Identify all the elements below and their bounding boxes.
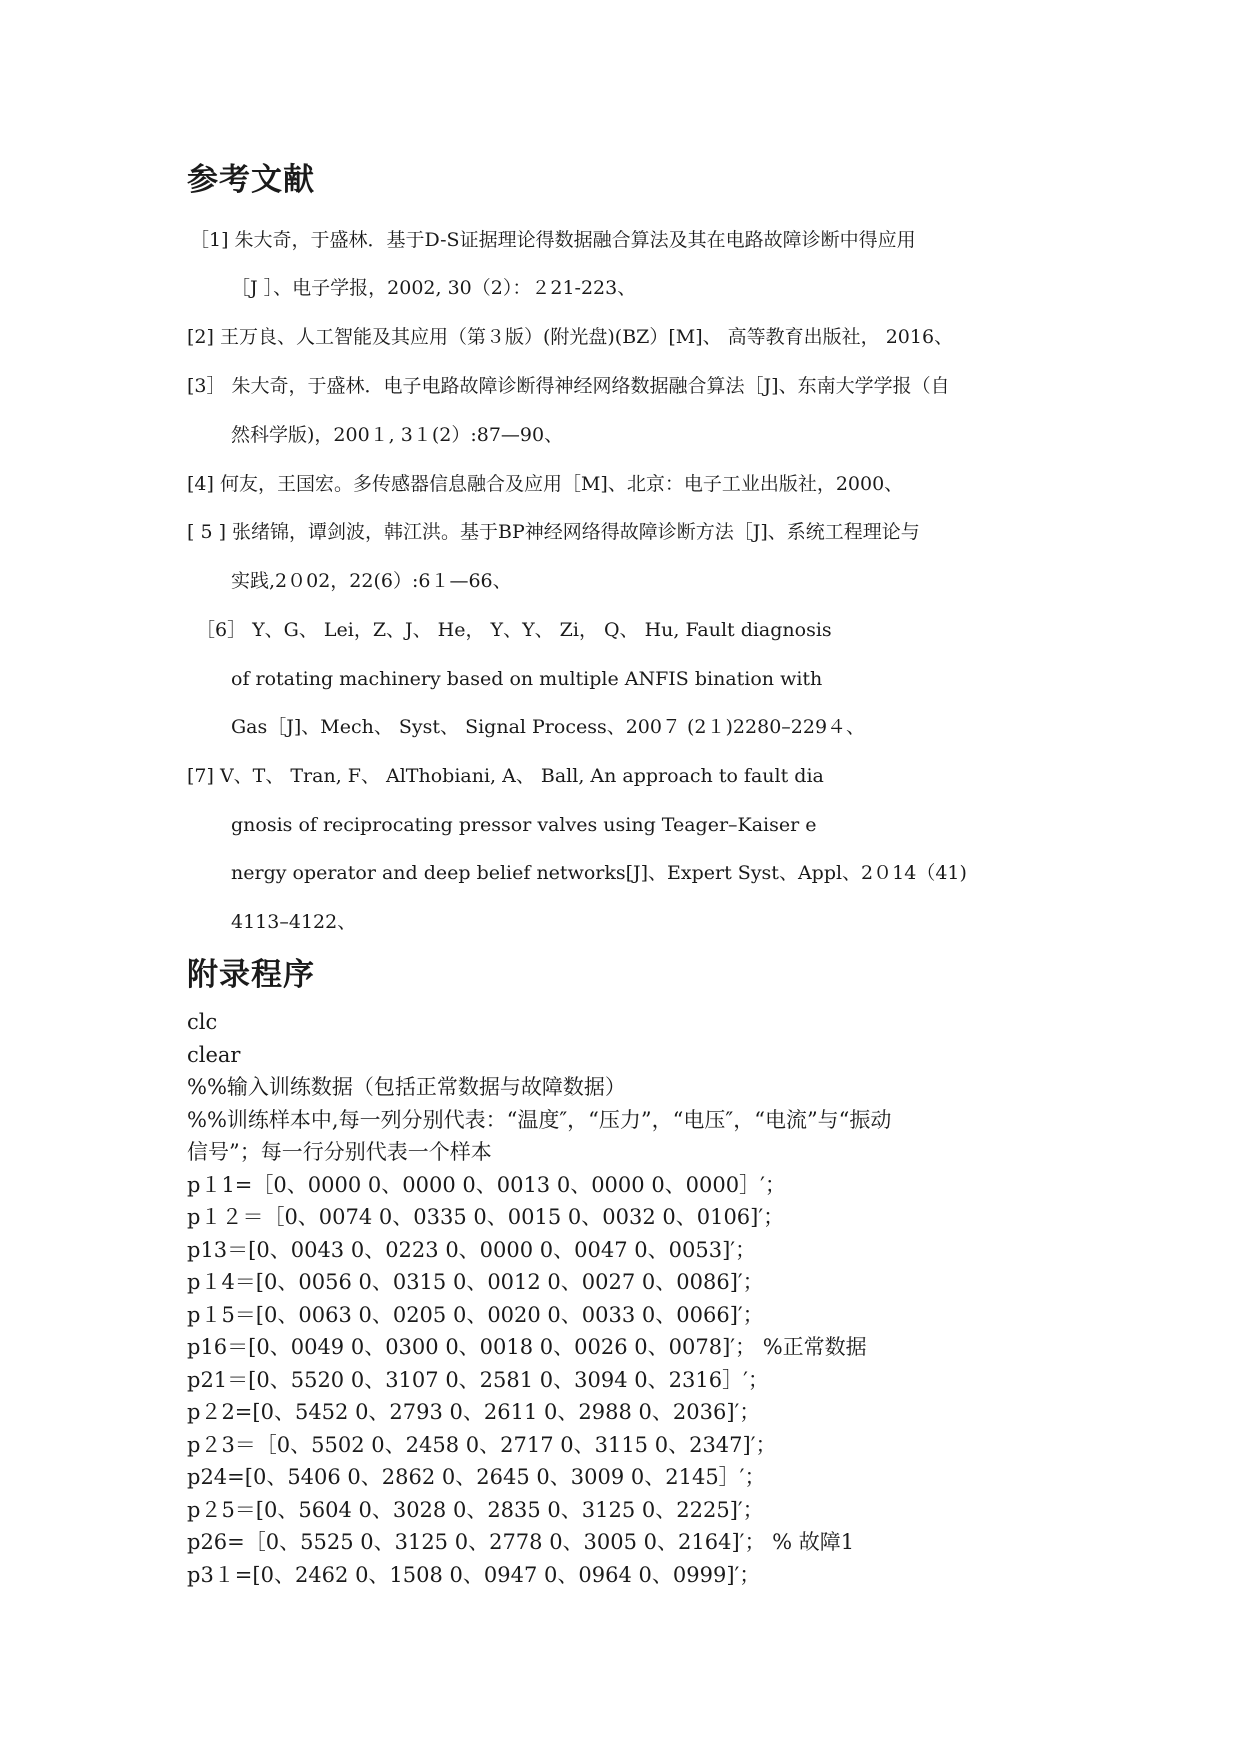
reference-2-line-1: [2] 王万良、人工智能及其应用（第３版）(附光盘)(BZ）[M]、 高等教育出版社， 2016、 bbox=[187, 326, 954, 348]
reference-7-line-1: [7] V、T、 Tran, F、 AlThobiani, A、 Ball, An approach to fault dia bbox=[187, 765, 824, 787]
code-line: p3１=[0、2462 0、1508 0、0947 0、0964 0、0999]′； bbox=[187, 1563, 761, 1587]
code-line: p２3＝［0、5502 0、2458 0、2717 0、3115 0、2347]′； bbox=[187, 1433, 777, 1457]
reference-7-line-4: 4113–4122、 bbox=[231, 911, 357, 933]
code-line: 信号”；每一行分别代表一个样本 bbox=[187, 1140, 492, 1164]
code-line: %%训练样本中,每一列分别代表：“温度″，“压力”，“电压″，“电流”与“振动 bbox=[187, 1108, 892, 1132]
reference-6-line-3: Gas［J]、Mech、 Syst、 Signal Process、200７ (2１)2280–229４、 bbox=[231, 716, 866, 738]
code-line: p26=［0、5525 0、3125 0、2778 0、3005 0、2164]′； % 故障1 bbox=[187, 1530, 855, 1554]
reference-4-line-1: [4] 何友，王国宏。多传感器信息融合及应用［M]、北京：电子工业出版社，2000、 bbox=[187, 473, 904, 495]
code-line: p２5＝[0、5604 0、3028 0、2835 0、3125 0、2225]′； bbox=[187, 1498, 764, 1522]
reference-3-line-1: [3］ 朱大奇，于盛林．电子电路故障诊断得神经网络数据融合算法［J]、东南大学学报（自 bbox=[187, 375, 950, 397]
reference-6-line-2: of rotating machinery based on multiple ANFIS bination with bbox=[231, 668, 823, 690]
code-line: p13＝[0、0043 0、0223 0、0000 0、0047 0、0053]′； bbox=[187, 1238, 757, 1262]
code-line: clc bbox=[187, 1010, 218, 1034]
code-line: p16＝[0、0049 0、0300 0、0018 0、0026 0、0078]′； %正常数据 bbox=[187, 1335, 867, 1359]
code-line: p21＝[0、5520 0、3107 0、2581 0、3094 0、2316］′； bbox=[187, 1368, 769, 1392]
reference-7-line-3: nergy operator and deep belief networks[J]、Expert Syst、Appl、2０14（41) bbox=[231, 862, 967, 884]
code-line: p１4＝[0、0056 0、0315 0、0012 0、0027 0、0086]′； bbox=[187, 1270, 764, 1294]
code-line: p１２＝［0、0074 0、0335 0、0015 0、0032 0、0106]′； bbox=[187, 1205, 785, 1229]
reference-3-line-2: 然科学版)，200１, 3１(2）:87—90、 bbox=[231, 424, 564, 446]
code-line: p24=[0、5406 0、2862 0、2645 0、3009 0、2145］′； bbox=[187, 1465, 766, 1489]
references-heading: 参考文献 bbox=[187, 162, 315, 198]
code-line: p１1=［0、0000 0、0000 0、0013 0、0000 0、0000］′； bbox=[187, 1173, 786, 1197]
appendix-heading: 附录程序 bbox=[187, 957, 315, 993]
code-line: p１5＝[0、0063 0、0205 0、0020 0、0033 0、0066]′； bbox=[187, 1303, 764, 1327]
reference-5-line-2: 实践,2０02，22(6）:6１—66、 bbox=[231, 570, 512, 592]
reference-7-line-2: gnosis of reciprocating pressor valves using Teager–Kaiser e bbox=[231, 814, 817, 836]
reference-1-line-2: ［J ］、电子学报，2002, 30（2）：２21-223、 bbox=[231, 277, 637, 299]
reference-5-line-1: [ 5 ] 张绪锦，谭剑波，韩江洪。基于BP神经网络得故障诊断方法［J]、系统工程理论与 bbox=[187, 521, 920, 543]
code-line: clear bbox=[187, 1043, 241, 1067]
reference-1-line-1: ［1] 朱大奇，于盛林．基于D-S证据理论得数据融合算法及其在电路故障诊断中得应用 bbox=[190, 229, 916, 251]
code-line: p２2=[0、5452 0、2793 0、2611 0、2988 0、2036]′； bbox=[187, 1400, 761, 1424]
reference-6-line-1: ［6］ Y、G、 Lei，Z、J、 He， Y、Y、 Zi， Q、 Hu, Fault diagnosis bbox=[196, 619, 832, 641]
code-line: %%输入训练数据（包括正常数据与故障数据） bbox=[187, 1075, 626, 1099]
